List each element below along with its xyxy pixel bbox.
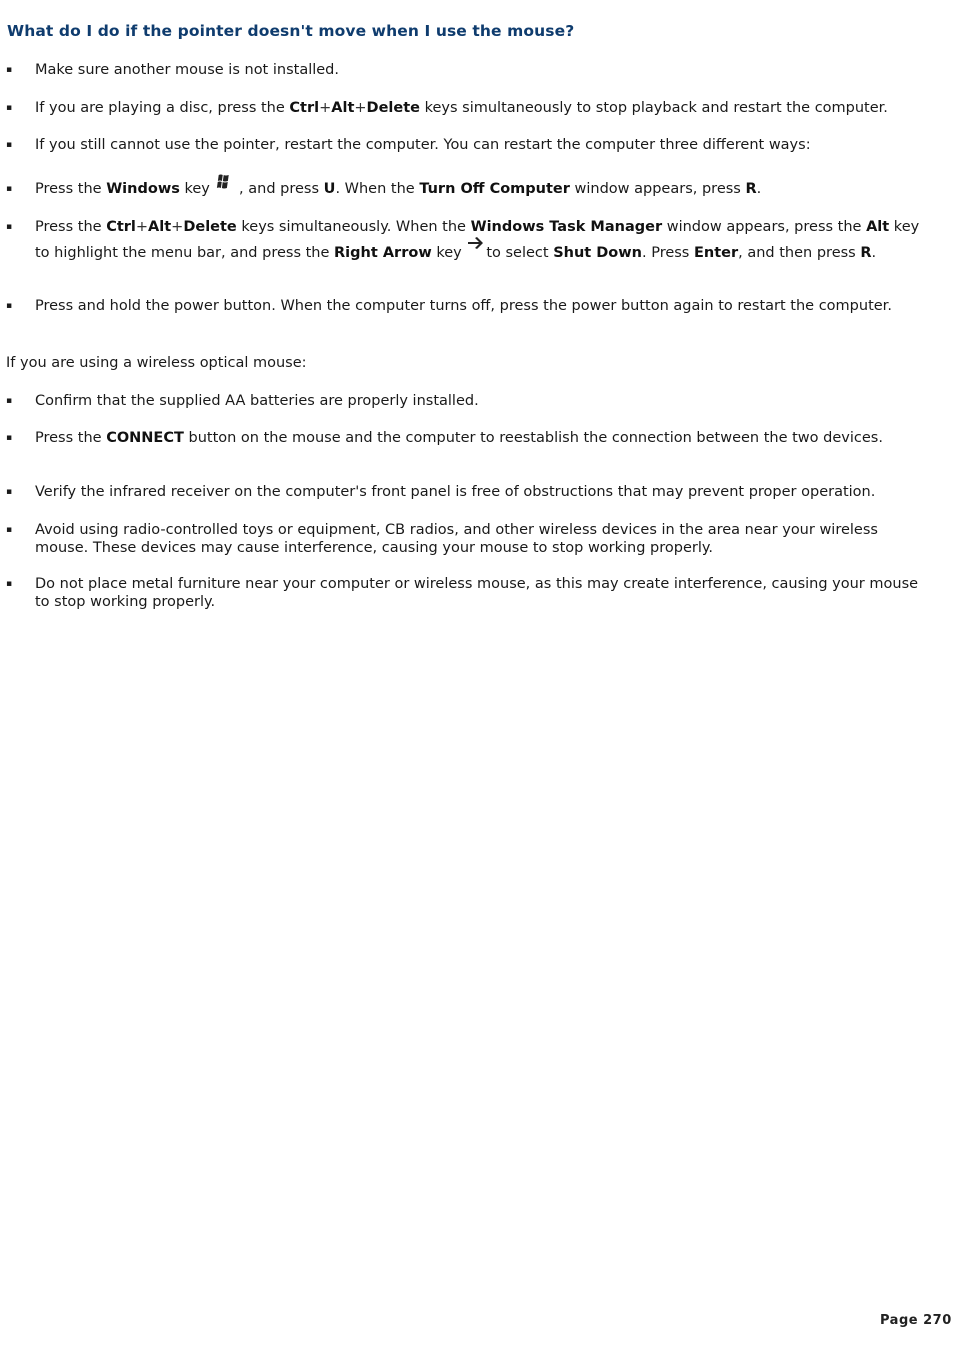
connect-button-label: CONNECT [106,430,184,446]
list-item-text: Make sure another mouse is not installed. [35,62,339,78]
turn-off-computer-label: Turn Off Computer [419,181,570,197]
bullet-icon: ▪ [6,487,13,497]
key-alt: Alt [148,219,172,235]
key-windows: Windows [106,181,180,197]
right-arrow-icon [466,234,486,260]
list-item [6,575,924,611]
shut-down-label: Shut Down [553,245,642,261]
key-r: R [860,245,872,261]
list-item-text: Press the Ctrl+Alt+Delete keys simultaneously. When the Windows Task Manager window appears, press the Alt key to highlight the menu bar, and press the Right Arrow key to select Shut Down. Press Enter, and then press R. [35,219,920,261]
key-ctrl: Ctrl [106,219,136,235]
list-item-text: Press the CONNECT button on the mouse and the computer to reestablish the connection between the two devices. [35,430,883,446]
bullet-icon: ▪ [6,525,13,535]
list-item-text: Avoid using radio-controlled toys or equipment, CB radios, and other wireless devices in the area near your wireless mouse. These devices may cause interference, causing your mouse to stop working properly. [35,522,878,556]
bullet-icon: ▪ [6,222,13,232]
list-item [6,218,924,266]
list-item [6,99,924,117]
list-item [6,429,924,447]
list-item-text: Confirm that the supplied AA batteries are properly installed. [35,393,479,409]
list-item-text: If you still cannot use the pointer, restart the computer. You can restart the computer three different ways: [35,137,811,153]
list-item [6,136,924,154]
list-item [6,521,924,557]
key-delete: Delete [366,100,420,116]
windows-task-manager-label: Windows Task Manager [470,219,663,235]
bullet-icon: ▪ [6,579,13,589]
list-item-text: Verify the infrared receiver on the computer's front panel is free of obstructions that may prevent proper operation. [35,484,876,500]
list-item-text: Press and hold the power button. When the computer turns off, press the power button again to restart the computer. [35,298,892,314]
page-heading: What do I do if the pointer doesn't move when I use the mouse? [7,22,575,40]
windows-logo-icon [214,173,234,196]
bullet-icon: ▪ [6,184,13,194]
key-right-arrow: Right Arrow [334,245,432,261]
list-item [6,61,924,79]
bullet-icon: ▪ [6,103,13,113]
bullet-icon: ▪ [6,140,13,150]
key-u: U [323,181,336,197]
bullet-icon: ▪ [6,396,13,406]
bullet-icon: ▪ [6,65,13,75]
key-alt: Alt [866,219,890,235]
bullet-icon: ▪ [6,433,13,443]
key-delete: Delete [183,219,237,235]
list-item [6,180,924,203]
page-number: Page 270 [880,1313,952,1328]
bullet-icon: ▪ [6,301,13,311]
key-r: R [745,181,757,197]
key-alt: Alt [331,100,355,116]
list-item [6,297,924,315]
list-item [6,392,924,410]
list-item-text: Do not place metal furniture near your computer or wireless mouse, as this may create interference, causing your mouse to stop working properly. [35,576,919,610]
list-item-text: If you are playing a disc, press the Ctrl+Alt+Delete keys simultaneously to stop playback and restart the computer. [35,100,888,116]
list-item [6,483,924,501]
key-enter: Enter [693,245,739,261]
key-ctrl: Ctrl [289,100,320,116]
wireless-intro-text: If you are using a wireless optical mouse: [6,355,307,371]
list-item-text: Press the Windows key , and press U. When the Turn Off Computer window appears, press R. [35,180,924,203]
